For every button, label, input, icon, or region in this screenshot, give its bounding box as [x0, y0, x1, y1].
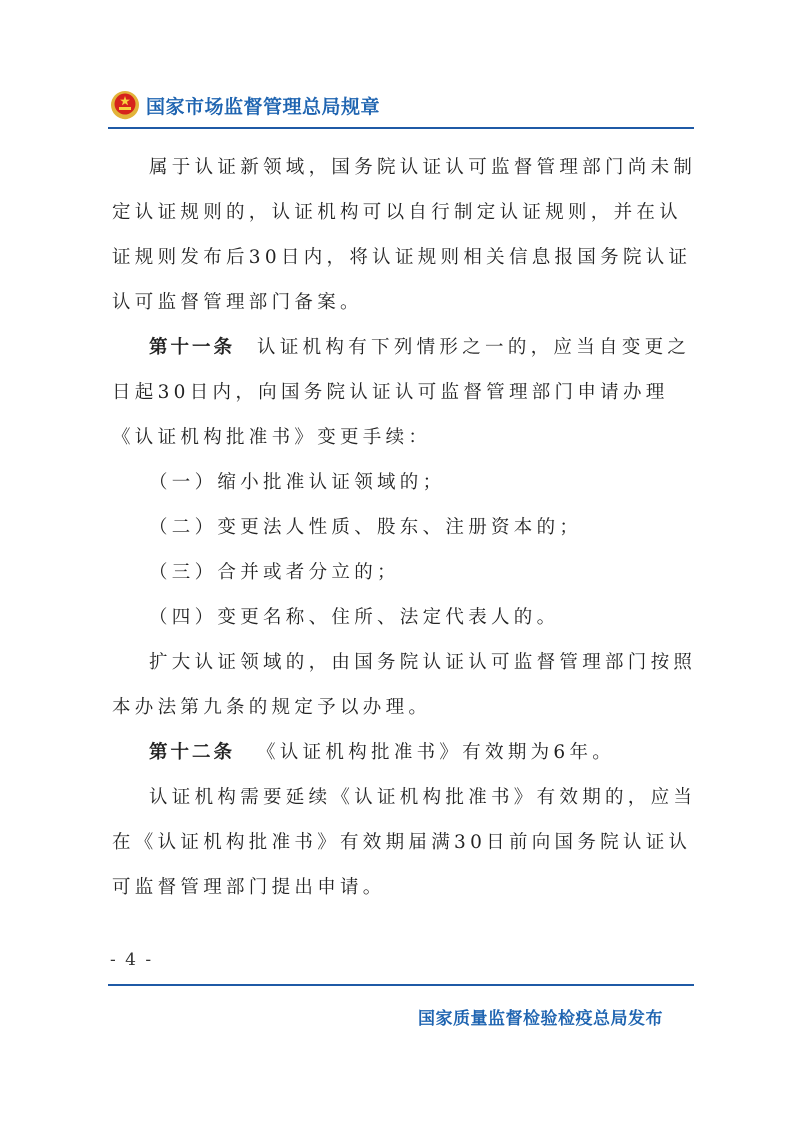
paragraph-expand-domain: 扩大认证领域的，由国务院认证认可监督管理部门按照本办法第九条的规定予以办理。 [112, 652, 697, 718]
header-divider [108, 127, 694, 129]
document-header [110, 86, 695, 124]
article-12-title: 第十二条 [149, 742, 236, 763]
paragraph-new-domain: 属于认证新领域，国务院认证认可监督管理部门尚未制定认证规则的，认证机构可以自行制定认证规则，并在认证规则发布后30日内，将认证规则相关信息报国务院认证认可监督管理部门备案。 [112, 157, 697, 313]
regulation-body [112, 145, 702, 910]
article-11 [112, 325, 702, 460]
paragraph-extension: 认证机构需要延续《认证机构批准书》有效期的，应当在《认证机构批准书》有效期届满30日前向国务院认证认可监督管理部门提出申请。 [112, 787, 697, 898]
header-title: 国家市场监督管理总局规章 [146, 95, 381, 118]
article-11-title: 第十一条 [149, 337, 236, 358]
list-item: （二）变更法人性质、股东、注册资本的； [149, 517, 583, 538]
footer-publisher: 国家质量监督检验检疫总局发布 [418, 1009, 663, 1029]
list-item: （四）变更名称、住所、法定代表人的。 [149, 607, 560, 628]
list-item: （三）合并或者分立的； [149, 562, 400, 583]
article-11-text: 认证机构有下列情形之一的，应当自变更之日起30日内，向国务院认证认可监督管理部门申请办理《认证机构批准书》变更手续： [112, 337, 691, 448]
list-item: （一）缩小批准认证领域的； [149, 472, 446, 493]
article-12 [112, 730, 702, 775]
article-12-text: 《认证机构批准书》有效期为6年。 [257, 742, 616, 763]
national-emblem-icon [110, 90, 140, 120]
footer-divider [108, 984, 694, 986]
page-number: - 4 - [110, 950, 154, 970]
